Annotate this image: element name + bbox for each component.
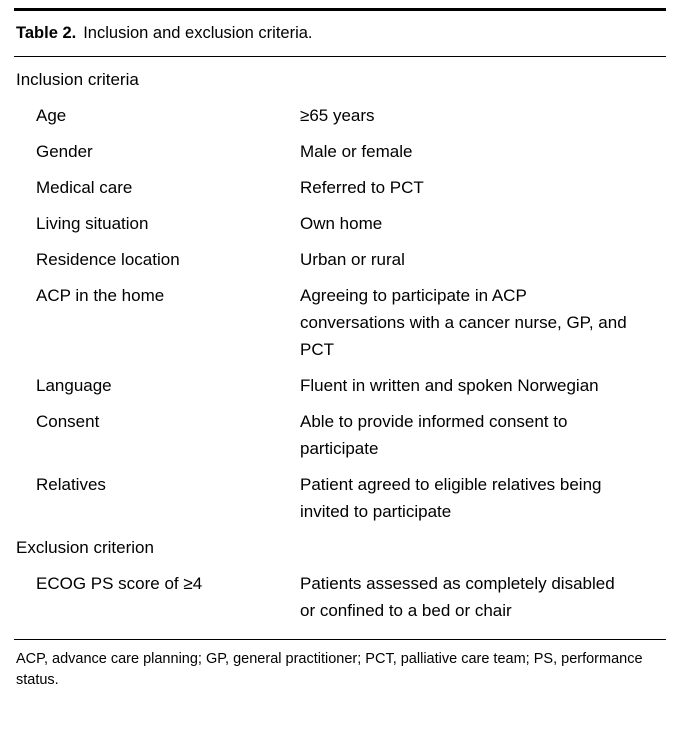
section-header-inclusion: Inclusion criteria — [16, 70, 139, 89]
value-cell: ≥65 years — [300, 106, 375, 125]
row-consent — [16, 408, 666, 462]
table-caption: Inclusion and exclusion criteria. — [83, 24, 313, 42]
section-header-exclusion: Exclusion criterion — [16, 538, 154, 557]
value-cell: Patient agreed to eligible relatives being invited to participate — [300, 475, 602, 521]
value-cell: Patients assessed as completely disabled or confined to a bed or chair — [300, 574, 615, 620]
value-cell: Male or female — [300, 142, 413, 161]
criterion-cell: Medical care — [36, 178, 133, 197]
row-age — [16, 102, 666, 129]
row-ecog-ps-score — [16, 570, 666, 624]
value-cell: Able to provide informed consent to participate — [300, 412, 568, 458]
table-body — [14, 57, 666, 639]
criterion-cell: ACP in the home — [36, 286, 165, 305]
table-label: Table 2. — [16, 24, 77, 42]
criterion-cell: Relatives — [36, 475, 106, 494]
value-cell: Agreeing to participate in ACP conversations with a cancer nurse, GP, and PCT — [300, 286, 627, 359]
table-footnote: ACP, advance care planning; GP, general practitioner; PCT, palliative care team; PS, performance status. — [16, 651, 643, 688]
criterion-cell: Gender — [36, 142, 93, 161]
row-living-situation — [16, 210, 666, 237]
row-acp-in-the-home — [16, 282, 666, 363]
value-cell: Referred to PCT — [300, 178, 424, 197]
value-cell: Fluent in written and spoken Norwegian — [300, 376, 599, 395]
criterion-cell: ECOG PS score of ≥4 — [36, 574, 203, 593]
row-residence-location — [16, 246, 666, 273]
row-medical-care — [16, 174, 666, 201]
table-caption-row — [14, 11, 666, 56]
criterion-cell: Residence location — [36, 250, 180, 269]
row-language — [16, 372, 666, 399]
criterion-cell: Consent — [36, 412, 100, 431]
row-relatives — [16, 471, 666, 525]
row-gender — [16, 138, 666, 165]
value-cell: Own home — [300, 214, 383, 233]
criterion-cell: Language — [36, 376, 112, 395]
criterion-cell: Living situation — [36, 214, 149, 233]
criterion-cell: Age — [36, 106, 67, 125]
value-cell: Urban or rural — [300, 250, 405, 269]
